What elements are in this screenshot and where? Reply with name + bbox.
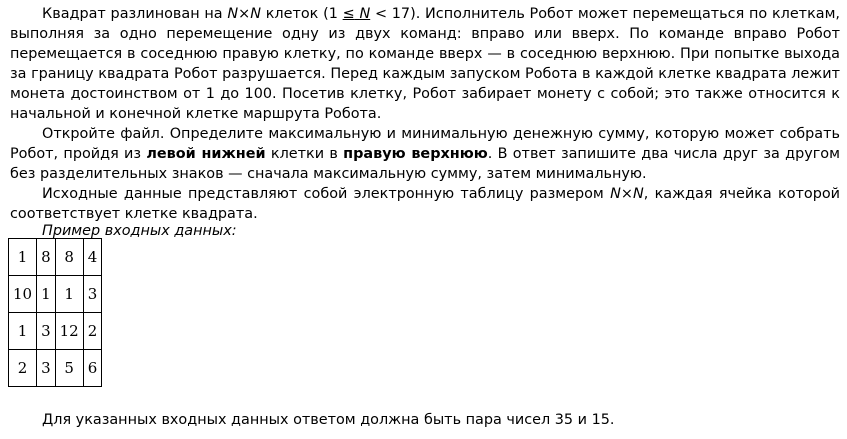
grid-cell: 3: [37, 350, 56, 387]
table-row: [9, 239, 102, 276]
grid-cell: 3: [37, 313, 56, 350]
p3-n2: N: [632, 186, 644, 202]
grid-cell: 1: [55, 276, 83, 313]
grid-cell: 2: [9, 350, 37, 387]
p2-bold-end: правую верхнюю: [343, 146, 488, 162]
example-grid-table: [8, 238, 102, 387]
grid-cell: 1: [9, 239, 37, 276]
grid-cell: 2: [83, 313, 102, 350]
grid-cell: 10: [9, 276, 37, 313]
p1-pre: Квадрат разлинован на: [42, 6, 228, 22]
table-row: [9, 350, 102, 387]
grid-cell: 5: [55, 350, 83, 387]
p1-n1: N: [227, 6, 239, 22]
p1-le-sign: ≤: [342, 6, 355, 22]
p1-n2: N: [250, 6, 261, 22]
grid-cell: 6: [83, 350, 102, 387]
grid-cell: 8: [55, 239, 83, 276]
grid-cell: 1: [9, 313, 37, 350]
p1-tail: < 17). Исполнитель Робот может перемещаться по клеткам, выполняя за одно перемещение одну из двух команд: вправо или вверх. По команде вправо Робот перемещается в соседнюю правую клетку, по команде вверх — в соседнюю верхнюю. При попытке выхода за границу квадрата Робот разрушается. Перед каждым запуском Робота в каждой клетке квадрата лежит монета достоинством от 1 до 100. Посетив клетку, Робот забирает монету с собой; это также относится к начальной и конечной клетке маршрута Робота.: [10, 6, 841, 122]
paragraph-problem-statement: [10, 0, 840, 124]
grid-cell: 8: [37, 239, 56, 276]
table-row: [9, 313, 102, 350]
p1-times: ×: [238, 6, 251, 22]
document-body: [10, 0, 840, 241]
p2-mid: клетки в: [265, 146, 344, 162]
p3-tail: , каждая ячейка которой соответствует клетке квадрата.: [10, 186, 840, 222]
p3-times: ×: [620, 186, 633, 202]
table-row: [9, 276, 102, 313]
p2-bold-start: левой нижней: [146, 146, 266, 162]
p3-n1: N: [610, 186, 621, 202]
paragraph-input-description: [10, 184, 840, 224]
grid-cell: 12: [55, 313, 83, 350]
p2-tail: . В ответ запишите два числа друг за другом без разделительных знаков — сначала максимальную сумму, затем минимальную.: [10, 146, 840, 182]
example-label: Пример входных данных:: [42, 223, 237, 239]
grid-cell: 4: [83, 239, 102, 276]
p1-n3: N: [359, 6, 371, 22]
answer-text: Для указанных входных данных ответом должна быть пара чисел 35 и 15.: [42, 412, 615, 428]
grid-cell: 3: [83, 276, 102, 313]
p3-pre: Исходные данные представляют собой электронную таблицу размером: [42, 186, 611, 202]
paragraph-task: [10, 124, 840, 184]
p2-pre: Откройте файл. Определите максимальную и минимальную денежную сумму, которую может собрать Робот, пройдя из: [10, 126, 840, 162]
grid-cell: 1: [37, 276, 56, 313]
p1-mid: клеток (1: [260, 6, 343, 22]
